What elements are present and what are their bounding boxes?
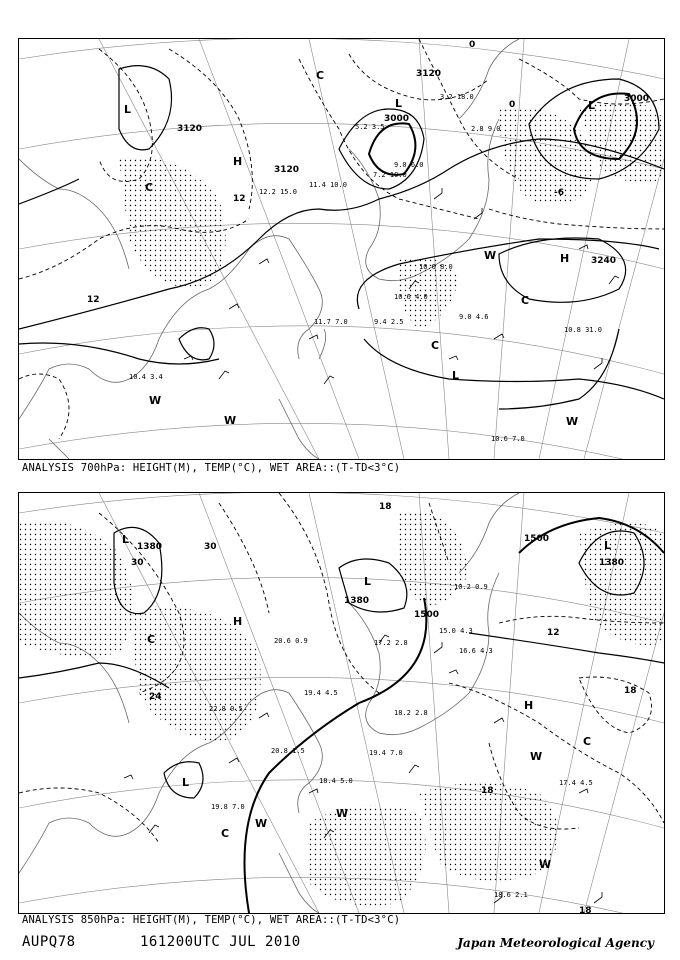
isotherm-label: 18 [379, 502, 392, 512]
height-label: 1380 [137, 542, 163, 552]
high-center: H [560, 252, 570, 265]
station-value: 2.8 9.0 [471, 125, 501, 133]
station-value: 9.0 4.6 [459, 313, 489, 321]
height-label: 1380 [599, 558, 625, 568]
station-value: 19.4 7.0 [369, 749, 403, 757]
station-value: 11.7 7.0 [314, 318, 348, 326]
station-value: 18.2 2.8 [394, 709, 428, 717]
cold-center: C [316, 69, 325, 82]
cold-center: C [521, 294, 530, 307]
warm-center: W [484, 249, 497, 262]
cold-center: C [145, 181, 154, 194]
low-center: L [364, 575, 372, 588]
low-center: L [452, 369, 460, 382]
isotherm-label: 18 [624, 686, 637, 696]
high-center: H [233, 615, 243, 628]
station-value: 18.4 5.0 [319, 777, 353, 785]
warm-center: W [224, 414, 237, 427]
station-value: 10.2 0.9 [454, 583, 488, 591]
low-center: L [122, 533, 130, 546]
coastline [19, 39, 519, 459]
station-value: 10.4 3.4 [129, 373, 163, 381]
station-value: 17.4 4.5 [559, 779, 593, 787]
station-value: 10.0 8.0 [419, 263, 453, 271]
product-code: AUPQ78 [22, 934, 76, 950]
station-value: 10.8 31.0 [564, 326, 602, 334]
warm-center: W [530, 750, 543, 763]
isotherm-label: 18 [481, 786, 494, 796]
isotherm-label: 0 [469, 40, 476, 50]
height-label: 3000 [384, 114, 410, 124]
station-value: 18.6 2.1 [494, 891, 528, 899]
station-value: 19.8 7.0 [211, 803, 245, 811]
wet-area [19, 512, 664, 906]
height-label: 3120 [274, 165, 300, 175]
isotherm-label: 0 [509, 100, 516, 110]
map-700hpa-canvas [19, 39, 664, 459]
caption-850hpa: ANALYSIS 850hPa: HEIGHT(M), TEMP(°C), WET AREA::(T-TD<3°C) [22, 914, 401, 926]
warm-center: W [336, 807, 349, 820]
station-value: 9.4 2.5 [374, 318, 404, 326]
height-label: 3120 [416, 69, 442, 79]
high-center: H [524, 699, 534, 712]
low-center: L [124, 103, 132, 116]
isotherm-label: 30 [131, 558, 144, 568]
station-value: 10.6 4.0 [394, 293, 428, 301]
height-label: 3120 [177, 124, 203, 134]
station-value: 11.4 10.0 [309, 181, 347, 189]
station-value: 12.2 15.0 [259, 188, 297, 196]
caption-700hpa: ANALYSIS 700hPa: HEIGHT(M), TEMP(°C), WET AREA::(T-TD<3°C) [22, 462, 401, 474]
map-700hpa [18, 38, 665, 460]
warm-center: W [539, 858, 552, 871]
agency-credit: Japan Meteorological Agency [457, 936, 654, 950]
station-value: 3.2 18.0 [440, 93, 474, 101]
station-value: 20.8 1.5 [271, 747, 305, 755]
height-label: 3240 [591, 256, 617, 266]
cold-center: C [583, 735, 592, 748]
graticule [19, 39, 664, 459]
station-value: 9.0 6.0 [394, 161, 424, 169]
isotherm-label: 30 [204, 542, 217, 552]
station-value: 19.4 4.5 [304, 689, 338, 697]
low-center: L [395, 97, 403, 110]
isotherm-label: -6 [554, 188, 564, 198]
warm-center: W [149, 394, 162, 407]
isotherm-label: 12 [547, 628, 560, 638]
low-center: L [588, 99, 596, 112]
low-center: L [604, 539, 612, 552]
cold-center: C [147, 633, 156, 646]
wet-area [119, 101, 664, 329]
cold-center: C [431, 339, 440, 352]
height-label: 1500 [524, 534, 550, 544]
isotherm-label: 12 [233, 194, 246, 204]
station-value: 16.6 4.3 [459, 647, 493, 655]
cold-center: C [221, 827, 230, 840]
isotherm-label: 12 [87, 295, 100, 305]
height-label: 3000 [624, 94, 650, 104]
warm-center: W [566, 415, 579, 428]
height-label: 1500 [414, 610, 440, 620]
temp-isotherms [19, 493, 664, 843]
warm-center: W [255, 817, 268, 830]
isotherm-label: 18 [579, 906, 592, 913]
isotherm-label: 24 [149, 692, 162, 702]
high-center: H [233, 155, 243, 168]
map-850hpa [18, 492, 665, 914]
low-center: L [182, 776, 190, 789]
map-850hpa-canvas [19, 493, 664, 913]
station-value: 22.8 0.5 [209, 705, 243, 713]
station-value: 20.6 0.9 [274, 637, 308, 645]
height-label: 1380 [344, 596, 370, 606]
station-value: 17.2 2.8 [374, 639, 408, 647]
height-contours [19, 66, 664, 409]
station-value: 15.0 4.3 [439, 627, 473, 635]
station-value: 7.2 10.0 [373, 171, 407, 179]
valid-time: 161200UTC JUL 2010 [140, 934, 301, 950]
station-value: 5.2 3.5 [355, 123, 385, 131]
station-value: 10.6 7.0 [491, 435, 525, 443]
